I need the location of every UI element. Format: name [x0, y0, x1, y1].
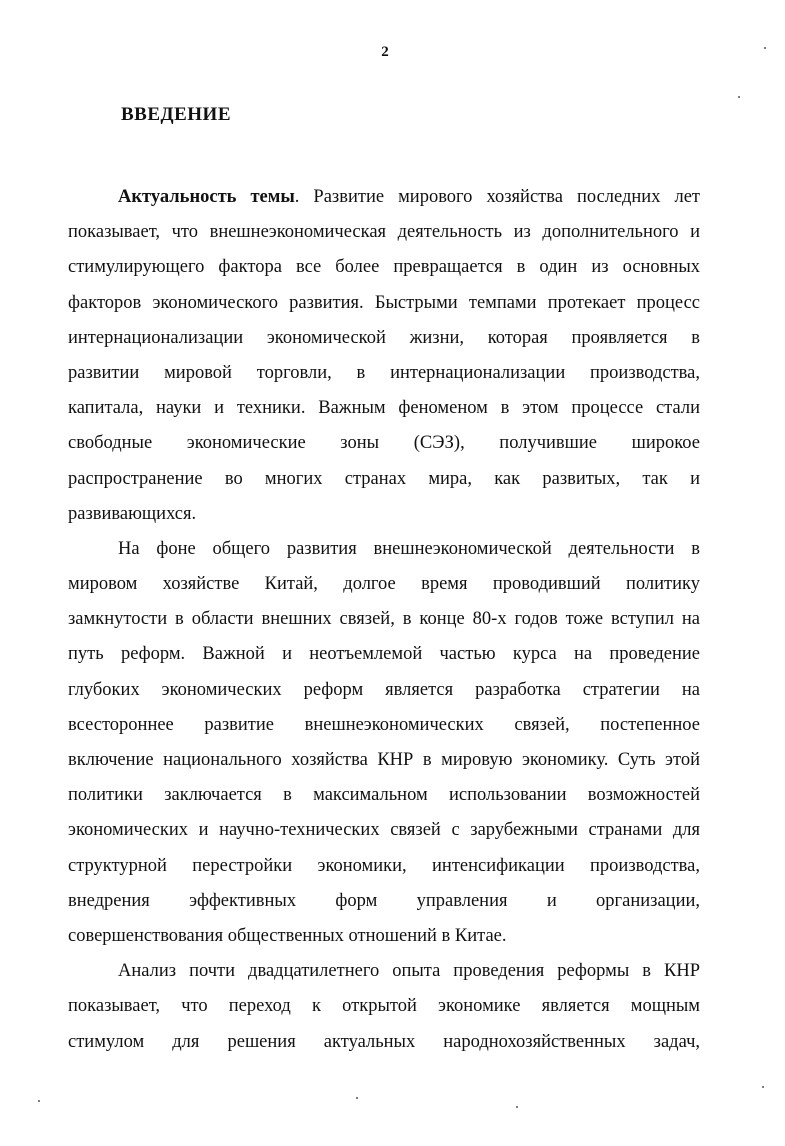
paragraph-2-line-6: всестороннее развитие внешнеэкономических связей, постепенное: [68, 714, 700, 735]
body-text: [68, 180, 700, 1060]
scan-speck: [738, 96, 740, 98]
paragraph-2-line-9: экономических и научно-технических связей с зарубежными странами для: [68, 820, 700, 841]
paragraph-2-line-7: включение национального хозяйства КНР в мировую экономику. Суть этой: [68, 750, 700, 770]
paragraph-3-line-1: Анализ почти двадцатилетнего опыта проведения реформы в КНР: [118, 961, 700, 982]
paragraph-2-line-5: глубоких экономических реформ является разработка стратегии на: [68, 679, 700, 700]
paragraph-2-line-8: политики заключается в максимальном использовании возможностей: [68, 785, 700, 806]
paragraph-1-line-4: факторов экономического развития. Быстрыми темпами протекает процесс: [68, 292, 700, 313]
paragraph-1-line-6: развитии мировой торговли, в интернационализации производства,: [68, 362, 700, 383]
paragraph-1-line-10: развивающихся.: [68, 503, 197, 524]
paragraph-2-line-11: внедрения эффективных форм управления и организации,: [68, 890, 700, 911]
paragraph-2-line-2: мировом хозяйстве Китай, долгое время проводивший политику: [68, 574, 700, 595]
paragraph-2-line-10: структурной перестройки экономики, интенсификации производства,: [68, 855, 700, 876]
paragraph-1-line-3: стимулирующего фактора все более превращается в один из основных: [68, 257, 700, 278]
section-heading: ВВЕДЕНИЕ: [121, 104, 231, 125]
scan-speck: [516, 1106, 518, 1108]
paragraph-1-line-1: [68, 180, 700, 215]
paragraph-2-line-12: совершенствования общественных отношений в Китае.: [68, 925, 507, 946]
scan-speck: [38, 1100, 40, 1102]
paragraph-1-line-5: интернационализации экономической жизни, которая проявляется в: [68, 327, 700, 348]
paragraph-2-line-1: На фоне общего развития внешнеэкономической деятельности в: [118, 538, 700, 559]
paragraph-2-line-3: замкнутости в области внешних связей, в конце 80-х годов тоже вступил на: [68, 609, 700, 630]
scan-speck: [764, 47, 766, 49]
paragraph-1-line-7: капитала, науки и техники. Важным феноменом в этом процессе стали: [68, 398, 700, 419]
paragraph-1-line-1-text: . Развитие мирового хозяйства последних лет: [294, 187, 700, 207]
paragraph-3-line-2: показывает, что переход к открытой экономике является мощным: [68, 996, 700, 1017]
page-number: 2: [381, 44, 389, 60]
topic-relevance-lead: Актуальность темы: [118, 187, 295, 207]
paragraph-2-line-4: путь реформ. Важной и неотъемлемой частью курса на проведение: [68, 644, 700, 665]
scan-speck: [762, 1086, 764, 1088]
scan-speck: [356, 1097, 358, 1099]
paragraph-1-line-2: показывает, что внешнеэкономическая деятельность из дополнительного и: [68, 222, 700, 243]
paragraph-3-line-3: стимулом для решения актуальных народнохозяйственных задач,: [68, 1031, 700, 1052]
paragraph-1-line-8: свободные экономические зоны (СЭЗ), получившие широкое: [68, 433, 700, 454]
paragraph-1-line-9: распространение во многих странах мира, как развитых, так и: [68, 468, 700, 489]
